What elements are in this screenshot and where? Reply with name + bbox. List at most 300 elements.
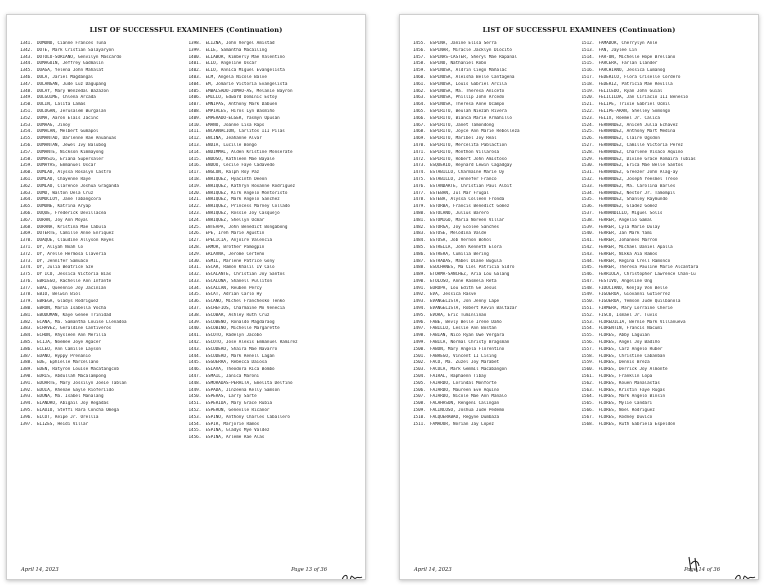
examinee-name: ESTORBA, Francis Benedict Gomez: [430, 204, 510, 210]
examinee-number: 1516.: [581, 68, 595, 74]
examinee-number: 1355.: [20, 136, 33, 142]
examinee-number: 1396.: [20, 414, 33, 420]
list-item: [413, 272, 582, 279]
list-item: [20, 102, 189, 109]
list-item: [189, 68, 358, 75]
examinee-name: ECLEO, Ann Camille Layson: [37, 346, 101, 352]
examinee-number: 1378.: [20, 292, 33, 298]
examinee-number: 1523.: [581, 115, 595, 121]
examinee-number: 1433.: [188, 278, 202, 284]
list-item: [20, 415, 189, 422]
examinee-number: 1514.: [581, 54, 595, 60]
examinee-name: DULANGAN, Jude Luz Dagupang: [37, 81, 107, 87]
list-item: [20, 313, 189, 320]
list-item: [189, 367, 358, 374]
examinee-name: ESTRADAS, Mabel Diane Bugula: [430, 258, 502, 264]
examinee-name: EM, Jomarie Victoria Evangelista: [205, 81, 288, 87]
examinee-name: ESTABILLO, Charmaine Marie Oy: [430, 170, 505, 176]
examinee-number: 1499.: [413, 340, 426, 346]
examinee-name: ENCARNACION, Carlitos III Pilas: [205, 129, 285, 135]
list-item: [582, 143, 751, 150]
list-item: [413, 55, 582, 62]
list-item: [413, 306, 582, 313]
list-item: [20, 150, 189, 157]
examinee-name: FARCHIANO, Jessica Lumanog: [598, 68, 666, 74]
examinee-number: 1443.: [188, 346, 202, 352]
examinee-number: 1455.: [188, 428, 202, 434]
list-item: [20, 306, 189, 313]
examinee-number: 1342.: [20, 47, 33, 53]
list-item: [20, 143, 189, 150]
examinee-number: 1541.: [581, 238, 595, 244]
examinee-name: FLOREDILIA, Bernie Mark Villanueva: [598, 319, 686, 325]
examinee-name: ESPINOSA, Aldrin Ciego Mañalac: [430, 68, 507, 74]
examinee-name: FABREGO, Vincent II Lising: [430, 353, 497, 359]
list-item: [582, 95, 751, 102]
list-item: [20, 109, 189, 116]
list-item: [582, 408, 751, 415]
examinee-name: DUMOCLOY, Jane Tabangcora: [37, 197, 101, 203]
list-item: [582, 163, 751, 170]
examinee-name: DURANA, Kristina Mae Cabula: [37, 224, 107, 230]
list-item: [582, 197, 751, 204]
list-item: [20, 340, 189, 347]
list-item: [413, 82, 582, 89]
examinee-name: EDAÑO, Hyppy Prenanio: [37, 353, 91, 359]
examinee-name: DULA, Jariel Magdangal: [37, 74, 94, 80]
list-item: [413, 360, 582, 367]
examinee-name: FLORES, Mark Angelo Binsin: [598, 394, 666, 400]
examinee-number: 1403.: [188, 74, 202, 80]
examinee-name: DUQUE, Frederick Devillacea: [37, 210, 107, 216]
examinee-name: ESPIRITU, Joyce Ann Marie Rebolleza: [430, 129, 520, 135]
list-item: [582, 306, 751, 313]
examinee-number: 1567.: [581, 414, 595, 420]
list-item: [20, 225, 189, 232]
list-item: [189, 204, 358, 211]
list-item: [189, 360, 358, 367]
examinee-number: 1543.: [581, 251, 595, 257]
examinee-number: 1389.: [20, 367, 33, 373]
examinee-number: 1452.: [188, 408, 202, 414]
examinee-name: ESCUDERO, Mark Renell Lagan: [205, 353, 275, 359]
examinee-number: 1517.: [581, 74, 595, 80]
examinee-number: 1354.: [20, 129, 33, 135]
examinee-name: FLORES, Kouen Manalastas: [598, 380, 660, 386]
examinee-number: 1373.: [20, 258, 33, 264]
examinee-number: 1508.: [413, 401, 426, 407]
examinee-name: ESTABILLO, Jennefer Franco: [430, 176, 497, 182]
document-page-14: [399, 14, 759, 580]
list-item: [582, 48, 751, 55]
list-item: [582, 388, 751, 395]
examinee-name: ELLE, Samantha Macailing: [205, 47, 267, 53]
examinee-name: ESCOBINO, Michelle Margarette: [205, 326, 280, 332]
examinee-number: 1399.: [188, 47, 202, 53]
list-item: [413, 422, 582, 429]
examinee-name: EVORA, Eric Tuminlinao: [430, 312, 487, 318]
list-item: [413, 41, 582, 48]
examinee-number: 1346.: [20, 74, 33, 80]
examinee-name: FERNANDEZ, Aniceh Julia Echavez: [598, 122, 678, 128]
examinee-name: FIGUEROA, Yemson Jude Quilbanola: [598, 299, 681, 305]
examinee-number: 1413.: [188, 142, 202, 148]
examinee-name: ECHAVEZ, Geraldine Cantiveros: [37, 326, 112, 332]
list-item: [582, 422, 751, 429]
examinee-number: 1418.: [188, 176, 202, 182]
examinee-name: DY, Jennifer Samuaco: [37, 258, 89, 264]
examinee-number: 1394.: [20, 401, 33, 407]
list-item: [582, 292, 751, 299]
list-item: [189, 75, 358, 82]
examinee-name: ESCALLAN, Reuben Percy: [205, 285, 262, 291]
examinee-number: 1426.: [188, 231, 202, 237]
examinee-number: 1487.: [413, 258, 426, 264]
examinee-number: 1510.: [413, 414, 426, 420]
examinee-number: 1364.: [20, 197, 33, 203]
examinee-number: 1365.: [20, 204, 33, 210]
list-item: [189, 150, 358, 157]
release-date: April 14, 2023: [21, 567, 59, 573]
list-item: [189, 313, 358, 320]
examinee-name: DUMA, Aaron Elais Jacinc: [37, 115, 99, 121]
list-item: [20, 367, 189, 374]
examinee-number: 1477.: [413, 190, 426, 196]
examinee-number: 1377.: [20, 285, 33, 291]
examinee-name: ESMAIL, Janica Maroni: [205, 374, 260, 380]
examinee-number: 1390.: [20, 374, 33, 380]
examinee-number: 1529.: [581, 156, 595, 162]
examinee-name: FLORES, Mylie Candari: [598, 401, 653, 407]
examinee-name: EPELICIA, Anjoire Valencia: [205, 238, 273, 244]
list-item: [189, 143, 358, 150]
list-item: [413, 136, 582, 143]
list-item: [413, 61, 582, 68]
examinee-name: FERRER, Michael Daniel Apalla: [598, 244, 673, 250]
examinee-number: 1533.: [581, 183, 595, 189]
examinee-name: EBREGA, Gladys Rodriguez: [37, 299, 99, 305]
examinee-name: ENGLON, Ralph Roy Paz: [205, 170, 260, 176]
list-item: [413, 177, 582, 184]
examinee-number: 1417.: [188, 170, 202, 176]
list-item: [20, 204, 189, 211]
list-item: [20, 89, 189, 96]
examinee-number: 1502.: [413, 360, 426, 366]
examinee-name: DUMANTE, Nickson Kimmayong: [37, 149, 104, 155]
list-item: [582, 354, 751, 361]
list-item: [582, 129, 751, 136]
examinee-name: DUMAAG, Jinoy: [37, 122, 71, 128]
list-item: [20, 129, 189, 136]
list-item: [189, 136, 358, 143]
examinee-number: 1374.: [20, 265, 33, 271]
examinee-number: 1464.: [413, 102, 426, 108]
examinee-name: DUMLAO, Chayenne Raye: [37, 176, 91, 182]
list-item: [582, 55, 751, 62]
examinee-number: 1456.: [188, 435, 202, 441]
list-item: [413, 225, 582, 232]
examinee-name: ECAÑA, Ma. Samantha Louise Llenadoa: [37, 319, 127, 325]
list-item: [20, 347, 189, 354]
examinee-number: 1520.: [581, 95, 595, 101]
list-item: [189, 374, 358, 381]
list-item: [189, 279, 358, 286]
examinee-number: 1431.: [188, 265, 202, 271]
examinee-name: FERNANDEZ, Claire Ogsdon: [598, 136, 660, 142]
list-item: [189, 129, 358, 136]
list-item: [189, 218, 358, 225]
list-item: [582, 415, 751, 422]
examinee-name: DY, Julia Beatrice Sze: [37, 265, 94, 271]
examinee-name: DY, Arelle Hermosa Clavería: [37, 251, 107, 257]
examinee-name: DY, Aliyah Noah Co: [37, 244, 84, 250]
examinee-name: FLORES, Franklin Lopa: [598, 374, 653, 380]
list-item: [582, 238, 751, 245]
examinee-number: 1406.: [188, 95, 202, 101]
examinee-name: ESPINO, Nathaniel Robo: [430, 61, 487, 67]
examinee-name: FABE, Bevly Belle Irene Daño: [430, 319, 502, 325]
examinee-number: 1428.: [188, 244, 202, 250]
examinee-number: 1439.: [188, 319, 202, 325]
examinee-name: FIRMERA, Mary Lorraine Cherie: [598, 306, 673, 312]
list-item: [582, 82, 751, 89]
list-item: [189, 354, 358, 361]
examinee-name: FABIAN, Nico Ryan Uwe Vergara: [430, 333, 505, 339]
list-item: [413, 252, 582, 259]
list-item: [189, 55, 358, 62]
examinee-number: 1563.: [581, 387, 595, 393]
examinee-name: FERNANDEZ, Divine Grace Romaira Tubias: [598, 156, 696, 162]
examinee-name: EVA, Jessica Rasve: [430, 292, 477, 298]
examinee-name: ENDIA, Lucille Bongo: [205, 142, 257, 148]
examinee-number: 1392.: [20, 387, 33, 393]
list-item: [413, 388, 582, 395]
list-column: [189, 41, 358, 442]
list-item: [582, 157, 751, 164]
list-item: [413, 68, 582, 75]
examinee-name: FERNANDEZ, Anthony Mart Medina: [598, 129, 676, 135]
list-item: [20, 184, 189, 191]
examinee-number: 1384.: [20, 333, 33, 339]
list-item: [413, 191, 582, 198]
examinee-number: 1435.: [188, 292, 202, 298]
examinee-name: FESTIVO, Angeline Ong: [598, 278, 653, 284]
examinee-name: FERRER, Regina Crell Ramonco: [598, 258, 671, 264]
release-date: April 14, 2023: [414, 567, 452, 573]
examinee-name: FALAHASON, Rengeni Calingan: [430, 401, 500, 407]
list-item: [20, 218, 189, 225]
list-item: [189, 41, 358, 48]
examinee-number: 1388.: [20, 360, 33, 366]
examinee-number: 1422.: [188, 204, 202, 210]
examinee-number: 1383.: [20, 326, 33, 332]
examinee-number: 1410.: [188, 122, 202, 128]
examinee-name: FAJARDO, Maureen Eve Aquino: [430, 387, 500, 393]
examinee-number: 1391.: [20, 380, 33, 386]
examinee-name: ENRIQUEZ, Mark Angelo Sanchez: [205, 197, 280, 203]
list-item: [20, 95, 189, 102]
examinee-name: FERRIOLA, Christopher Lawrence Chan-Cu: [598, 272, 696, 278]
examinee-number: 1506.: [413, 387, 426, 393]
list-item: [582, 170, 751, 177]
list-item: [20, 157, 189, 164]
list-item: [582, 184, 751, 191]
examinee-name: ELIZES, Heidi Villar: [37, 421, 89, 427]
examinee-number: 1498.: [413, 333, 426, 339]
examinee-number: 1482.: [413, 224, 426, 230]
list-item: [582, 259, 751, 266]
examinee-number: 1345.: [20, 68, 33, 74]
examinee-number: 1446.: [188, 367, 202, 373]
examinee-number: 1472.: [413, 156, 426, 162]
examinee-number: 1429.: [188, 251, 202, 257]
examinee-number: 1511.: [413, 421, 426, 427]
examinee-number: 1359.: [20, 163, 33, 169]
examinee-number: 1402.: [188, 68, 202, 74]
examinee-name: FERNANDEZ, Erica Mae Belle Santos: [598, 163, 683, 169]
examinee-name: ESCOBAR, Ashley Ruth Cruz: [205, 312, 270, 318]
examinee-number: 1548.: [581, 285, 595, 291]
list-column: [413, 41, 582, 428]
list-item: [413, 75, 582, 82]
list-item: [20, 388, 189, 395]
examinee-name: ENRIQUEZ, Shellyn Ocmar: [205, 217, 265, 223]
examinee-name: EBRON, Maria Isabella Vocha: [37, 306, 107, 312]
examinee-name: ESCAR, Ramon Khalil IV Calo: [205, 265, 275, 271]
examinee-name: DUMO, Walton Dela Cruz: [37, 190, 94, 196]
examinee-number: 1554.: [581, 326, 595, 332]
examinee-name: ESPIRITU, Mercelita Pablaction: [430, 142, 507, 148]
examinee-number: 1414.: [188, 149, 202, 155]
list-item: [20, 374, 189, 381]
examinee-number: 1484.: [413, 238, 426, 244]
examinee-number: 1385.: [20, 340, 33, 346]
list-item: [413, 211, 582, 218]
list-item: [189, 89, 358, 96]
examinee-name: ESMIL, Marlene Patrice Gony: [205, 258, 275, 264]
list-item: [20, 259, 189, 266]
list-item: [20, 48, 189, 55]
examinee-number: 1360.: [20, 170, 33, 176]
examinee-number: 1565.: [581, 401, 595, 407]
examinee-name: ESPERAS, Larry Sarte: [205, 394, 257, 400]
list-column: [20, 41, 189, 442]
examinee-name: EMANO, Joanne Lisa Raps: [205, 122, 265, 128]
examinee-name: ESPIRITU, Robert John Amistoso: [430, 156, 507, 162]
examinee-name: FERRER, Theresa Pauline Marie Alcantara: [598, 265, 699, 271]
examinee-name: ESPINA, Arleme Rae Alas: [205, 435, 265, 441]
examinee-name: ESTOMIGO, Maria Noreen Villar: [430, 217, 505, 223]
examinee-number: 1460.: [413, 74, 426, 80]
examinee-name: FACO, Ma. Zuzel Joy Marabet: [430, 360, 500, 366]
examinee-number: 1441.: [188, 333, 202, 339]
examinee-number: 1348.: [20, 88, 33, 94]
examinee-name: DUMANTAD, Darlenne Rae Anuanuas: [37, 136, 117, 142]
list-item: [582, 204, 751, 211]
list-item: [582, 150, 751, 157]
examinee-number: 1381.: [20, 312, 33, 318]
list-item: [582, 286, 751, 293]
examinee-name: ESTORGA, Joy Ecolee Sanches: [430, 224, 500, 230]
examinee-number: 1372.: [20, 251, 33, 257]
examinee-number: 1357.: [20, 149, 33, 155]
examinee-number: 1379.: [20, 299, 33, 305]
examinee-name: ELAUIO, Steffi Rara Concha Omega: [37, 408, 119, 414]
examinee-number: 1497.: [413, 326, 426, 332]
list-item: [582, 374, 751, 381]
examinee-name: DUMAGUIN, Jeffrey Gadmalin: [37, 61, 104, 67]
examinee-name: ESPADA, Jinzeena Kelly Samson: [205, 387, 280, 393]
list-item: [582, 116, 751, 123]
examinee-name: FELICILDA, Jan Ciriacio III Benesio: [598, 95, 689, 101]
list-item: [582, 75, 751, 82]
list-item: [413, 265, 582, 272]
list-item: [582, 68, 751, 75]
list-item: [20, 231, 189, 238]
list-item: [189, 320, 358, 327]
examinee-number: 1552.: [581, 312, 595, 318]
examinee-name: ESPIRITU, Beulah Niezah Rivera: [430, 108, 507, 114]
examinee-number: 1471.: [413, 149, 426, 155]
examinee-name: ESTRELLA, John Kenneth Elora: [430, 244, 502, 250]
examinee-name: ESTRERA, Cumilia Bering: [430, 251, 489, 257]
examinee-name: ELLO, Angeline Oscar: [205, 61, 257, 67]
examinee-name: FLORES, Angel Joy Badiño: [598, 340, 660, 346]
list-item: [582, 265, 751, 272]
examinee-name: ESPIR, Marjorie Ramos: [205, 421, 260, 427]
examinee-number: 1411.: [188, 129, 202, 135]
examinee-name: ELIZNA, John Vergel Amistad: [205, 41, 275, 46]
examinee-number: 1362.: [20, 183, 33, 189]
examinee-number: 1453.: [188, 414, 202, 420]
examinee-name: ESPIRITU, Monthon Villarosa: [430, 149, 500, 155]
examinee-name: DUMAYAS, Emmanuel Oscar: [37, 163, 96, 169]
examinee-number: 1458.: [413, 61, 426, 67]
list-item: [413, 218, 582, 225]
list-item: [20, 163, 189, 170]
list-item: [20, 116, 189, 123]
examinee-name: FLORES, Derrick Joy Almonte: [598, 367, 668, 373]
examinee-number: 1395.: [20, 408, 33, 414]
list-item: [189, 415, 358, 422]
list-item: [582, 245, 751, 252]
list-item: [413, 102, 582, 109]
list-item: [413, 415, 582, 422]
examinee-name: ETORMA-SANCHEZ, Aria Lou Galang: [430, 272, 510, 278]
list-item: [20, 272, 189, 279]
examinee-number: 1461.: [413, 81, 426, 87]
list-item: [189, 272, 358, 279]
list-item: [413, 367, 582, 374]
examinee-number: 1496.: [413, 319, 426, 325]
list-item: [582, 225, 751, 232]
examinee-number: 1500.: [413, 346, 426, 352]
list-item: [413, 259, 582, 266]
list-item: [189, 61, 358, 68]
examinee-number: 1537.: [581, 210, 595, 216]
examinee-name: FACULA, Mark Gemmil Macabangon: [430, 367, 507, 373]
examinee-name: ESPINA, Janine Elisa Serra: [430, 41, 497, 46]
list-item: [189, 157, 358, 164]
list-item: [413, 381, 582, 388]
examinee-name: EDUNA, Ma. Isabel Manalang: [37, 394, 104, 400]
examinee-number: 1503.: [413, 367, 426, 373]
examinee-number: 1405.: [188, 88, 202, 94]
examinee-name: ELCOT, Reipe Jr. Orellia: [37, 414, 99, 420]
examinee-name: DUTERTE, Camille Anne Enriquez: [37, 231, 114, 237]
examinee-name: FABON, Mary Angela Florentino: [430, 346, 505, 352]
page-number: Page 14 of 36: [684, 567, 720, 573]
